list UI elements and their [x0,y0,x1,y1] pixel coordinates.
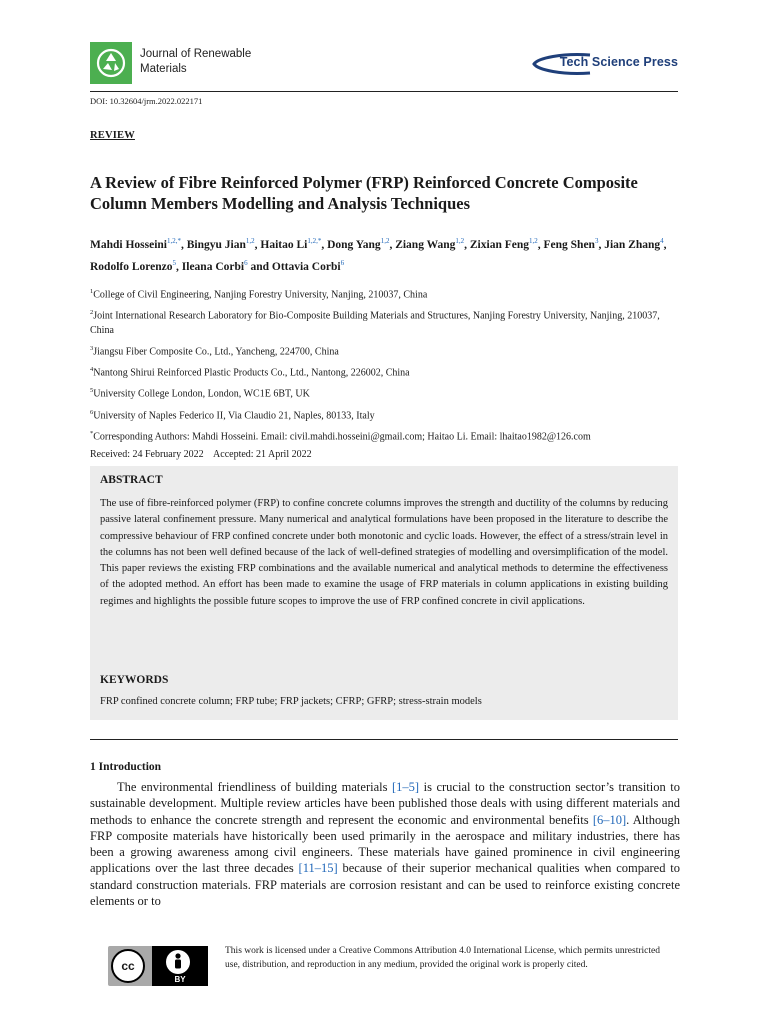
journal-name [140,47,251,77]
author-name: Dong Yang [327,238,381,251]
affiliation-item [90,427,680,444]
author-name: Mahdi Hosseini [90,238,168,251]
author-affiliation-marker[interactable]: 1,2 [380,237,390,245]
citation-link[interactable]: [6–10] [592,812,627,827]
author-affiliation-marker[interactable]: 5 [172,258,177,267]
author-affiliation-marker[interactable]: 1,2 [529,237,538,245]
affiliation-item [90,342,680,359]
author-affiliation-marker[interactable]: 6 [340,258,345,267]
keywords-text: FRP confined concrete column; FRP tube; FRP jackets; CFRP; GFRP; stress-strain models [100,696,482,707]
author-name: Haitao Li [260,238,308,251]
affiliations [90,285,680,466]
citation-link[interactable]: [1–5] [392,780,420,794]
journal-logo[interactable] [90,42,256,84]
author-name: Bingyu Jian [186,238,246,251]
author-affiliation-marker[interactable]: 1,2,* [167,237,182,245]
affiliation-text: Joint International Research Laboratory for Bio-Composite Building Materials and Structures, Nanjing Forestry University, Nanjing, 210037, China [90,310,660,336]
author-affiliation-marker[interactable]: 3 [594,237,599,245]
affiliation-marker: 4 [90,365,94,373]
article-type: REVIEW [90,130,135,141]
author-name: Rodolfo Lorenzo [90,260,173,273]
affiliation-text: Jiangsu Fiber Composite Co., Ltd., Yancheng, 224700, China [93,345,339,357]
publisher-name: Tech Science Press [559,55,678,69]
creative-commons-icon: cc [111,949,145,983]
author-affiliation-marker[interactable]: 1,2,* [307,237,322,245]
introduction-paragraph [90,779,680,909]
affiliation-item [90,406,680,423]
author-list: Mahdi Hosseini$^{1,2,*}$, Bingyu Jian$^{1,2}$, Haitao $Li^{1,2,*}$, Dong Yang$^{1,2}$, Ziang Wang$^{1,2}$, Zixian Feng$^{1,2}$, Feng Shen$^3$, Jian Zhang$^4$, Rodolfo Lorenzo$^5$, Ileana Corbi$^6$ and Ottavia Corbi$^6$ [90,237,667,273]
author-affiliation-marker[interactable]: 4 [660,237,664,245]
affiliation-marker: 5 [90,387,94,395]
author-affiliation-marker[interactable]: 1,2 [245,237,255,245]
affiliation-marker: 1 [90,288,94,295]
abstract-text: The use of fibre-reinforced polymer (FRP) to confine concrete columns improves the strength and ductility of the columns by reducing passive lateral confinement pressure. Many numerical and analytical formulations have been proposed in the literature to describe the compressive behaviour of FRP confined concrete under both monotonic and cyclic loads. However, the effect of a stress/strain level in the columns has not been well defined because of the lack of well-defined strategies of modelling and oversimplification of the model. This paper reviews the existing FRP combinations and the available numerical and analytical methods to determine the effectiveness of the adopted method. An effort has been made to examine the usage of FRP materials in column applications in existing building regimes and highlights the possible future scopes to improve the use of FRP confined concrete in civil applications. [100,498,668,607]
license-text: This work is licensed under a Creative Commons Attribution 4.0 International License, which permits unrestricted use, distribution, and reproduction in any medium, provided the original work is properly cited. [225,946,660,970]
journal-recycle-logo-icon [90,42,132,84]
affiliation-text: Nantong Shirui Reinforced Plastic Products Co., Ltd., Nantong, 226002, China [93,367,410,379]
intro-text-part: The environmental friendliness of building materials [117,780,392,794]
affiliation-text: University of Naples Federico II, Via Claudio 21, Naples, 80133, Italy [93,409,375,421]
citation-link[interactable]: [11–15] [298,861,338,876]
affiliation-text: Corresponding Authors: Mahdi Hosseini. Email: civil.mahdi.hosseini@gmail.com; Haitao Li. Email: lhaitao1982@126.com [93,431,591,443]
affiliation-marker: * [90,429,94,437]
author-name: Zixian Feng [469,238,529,251]
affiliation-item [90,306,680,337]
keywords-heading: KEYWORDS [100,674,169,686]
affiliation-marker: 6 [90,408,94,416]
affiliation-text: College of Civil Engineering, Nanjing Forestry University, Nanjing, 210037, China [93,289,428,301]
affiliation-item [90,363,680,380]
affiliation-marker: 3 [90,344,94,352]
cc-by-badge[interactable] [108,946,208,986]
author-name: Ziang Wang [395,238,456,251]
affiliation-text: University College London, London, WC1E 6BT, UK [93,388,310,400]
article-title: A Review of Fibre Reinforced Polymer (FRP) Reinforced Concrete Composite Column Members Modelling and Analysis Techniques [90,173,638,213]
journal-name-line1: Journal of Renewable [140,48,252,60]
abstract-box [90,466,678,720]
cc-by-panel [152,946,208,986]
section-rule [90,739,678,740]
intro-text-part: because of their superior mechanical qualities when compared to standard construction materials. FRP materials are corrosion resistant and can be used to reinforce existing concrete elements or to [90,861,680,909]
attribution-person-icon [166,950,190,974]
publisher-logo[interactable] [528,52,678,76]
author-name: Feng Shen [543,238,595,251]
intro-text-part: . Although FRP composite materials have historically been used primarily in the aerospace and military industries, there has been a growing awareness among civil engineers. These materials have gained prominence in civil engineering applications over the last three decades [90,812,680,876]
journal-name-line2: Materials [140,63,187,75]
intro-text-part: is crucial to the construction sector’s transition to sustainable development. Multiple review articles have been published those deals with using different materials and methods to enhance the concrete strength and represent the economic and environmental benefits [90,780,680,827]
header-rule [90,91,678,92]
cc-by-label: BY [174,975,186,984]
author-affiliation-marker[interactable]: 6 [244,258,248,267]
affiliation-marker: 2 [90,309,94,317]
doi[interactable]: DOI: 10.32604/jrm.2022.022171 [90,96,203,106]
abstract-heading: ABSTRACT [100,474,163,486]
dates: Received: 24 February 2022 Accepted: 21 April 2022 [90,449,312,461]
author-name: Ottavia Corbi [271,260,341,273]
author-affiliation-marker[interactable]: 1,2 [455,237,465,245]
author-name: Jian Zhang [604,238,661,251]
affiliation-item [90,285,680,302]
section-heading-introduction: 1 Introduction [90,761,162,773]
affiliation-item [90,384,680,401]
author-name: Ileana Corbi [181,260,245,273]
